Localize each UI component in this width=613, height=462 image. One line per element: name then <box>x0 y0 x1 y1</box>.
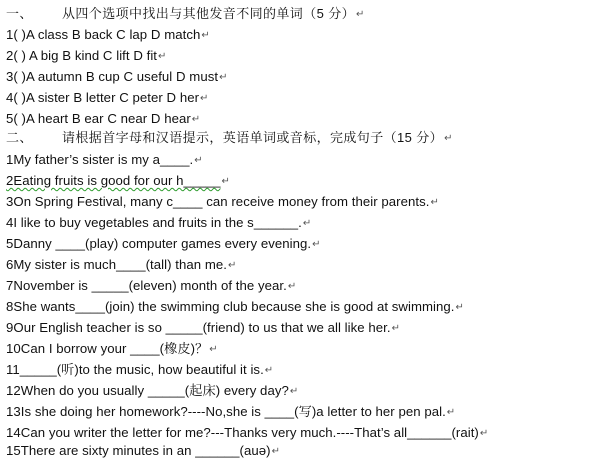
paragraph-mark-icon: ↵ <box>287 281 297 292</box>
question-text: 4I like to buy vegetables and fruits in the s______. <box>6 215 302 230</box>
question-2-12 <box>6 380 606 401</box>
question-2-5 <box>6 233 606 254</box>
paragraph-mark-icon: ↵ <box>264 365 274 376</box>
section-1-number: 一、 <box>6 6 33 21</box>
question-text: 3( )A autumn B cup C useful D must <box>6 69 219 84</box>
paragraph-mark-icon: ↵ <box>271 446 281 457</box>
section-2-instruction: 请根据首字母和汉语提示，英语单词或音标，完成句子（15 分） <box>62 130 444 145</box>
question-2-2 <box>6 170 606 191</box>
question-text: 8She wants____(join) the swimming club because she is good at swimming. <box>6 299 455 314</box>
paragraph-mark-icon: ↵ <box>430 197 439 208</box>
paragraph-mark-icon: ↵ <box>302 218 312 229</box>
question-text: 7November is _____(eleven) month of the year. <box>6 278 287 293</box>
question-2-1 <box>6 149 606 170</box>
question-2-9 <box>6 317 606 338</box>
question-2-4 <box>6 212 606 233</box>
question-2-8 <box>6 296 606 317</box>
question-text: 14Can you writer the letter for me?---Thanks very much.----That’s all______(rait) <box>6 425 479 440</box>
paragraph-mark-icon: ↵ <box>289 386 299 397</box>
question-text: 9Our English teacher is so _____(friend) to us that we all like her. <box>6 320 391 335</box>
paragraph-mark-icon: ↵ <box>219 72 228 83</box>
question-text: 5Danny ____(play) computer games every evening. <box>6 236 312 251</box>
question-text: 1My father’s sister is my a____. <box>6 152 194 167</box>
question-text: 10Can I borrow your ____(橡皮)？ <box>6 341 209 356</box>
question-text: 4( )A sister B letter C peter D her <box>6 90 200 105</box>
question-2-15 <box>6 440 606 461</box>
question-2-3 <box>6 191 606 212</box>
question-text: 2( ) A big B kind C lift D fit <box>6 48 158 63</box>
paragraph-mark-icon: ↵ <box>356 9 365 20</box>
paragraph-mark-icon: ↵ <box>191 114 201 125</box>
paragraph-mark-icon: ↵ <box>479 428 489 439</box>
question-2-7 <box>6 275 606 296</box>
paragraph-mark-icon: ↵ <box>312 239 321 250</box>
question-2-10 <box>6 338 606 359</box>
paragraph-mark-icon: ↵ <box>200 93 209 104</box>
paragraph-mark-icon: ↵ <box>446 407 456 418</box>
paragraph-mark-icon: ↵ <box>209 344 218 355</box>
question-1-1 <box>6 24 606 45</box>
section-1-instruction: 从四个选项中找出与其他发音不同的单词（5 分） <box>62 6 356 21</box>
paragraph-mark-icon: ↵ <box>391 323 401 334</box>
question-text: 6My sister is much____(tall) than me. <box>6 257 227 272</box>
section-2-header <box>6 127 606 148</box>
question-1-2 <box>6 45 606 66</box>
section-2-number: 二、 <box>6 130 33 145</box>
question-text: 13Is she doing her homework?----No,she is ____(写)a letter to her pen pal. <box>6 404 446 419</box>
question-text: 2Eating fruits is good for our h_____ <box>6 173 221 188</box>
question-text: 11_____(听)to the music, how beautiful it is. <box>6 362 264 377</box>
paragraph-mark-icon: ↵ <box>221 176 230 187</box>
question-text: 3On Spring Festival, many c____ can receive money from their parents. <box>6 194 430 209</box>
question-2-11 <box>6 359 606 380</box>
paragraph-mark-icon: ↵ <box>194 155 203 166</box>
paragraph-mark-icon: ↵ <box>455 302 464 313</box>
question-2-13 <box>6 401 606 422</box>
paragraph-mark-icon: ↵ <box>444 133 453 144</box>
question-text: 1( )A class B back C lap D match <box>6 27 201 42</box>
question-text: 5( )A heart B ear C near D hear <box>6 111 191 126</box>
question-text: 15There are sixty minutes in an ______(auə) <box>6 443 271 458</box>
paragraph-mark-icon: ↵ <box>228 260 237 271</box>
paragraph-mark-icon: ↵ <box>158 51 167 62</box>
question-1-5 <box>6 108 606 129</box>
question-2-6 <box>6 254 606 275</box>
section-1-header <box>6 3 606 24</box>
paragraph-mark-icon: ↵ <box>201 30 210 41</box>
question-1-3 <box>6 66 606 87</box>
question-text: 12When do you usually _____(起床) every day? <box>6 383 289 398</box>
question-1-4 <box>6 87 606 108</box>
